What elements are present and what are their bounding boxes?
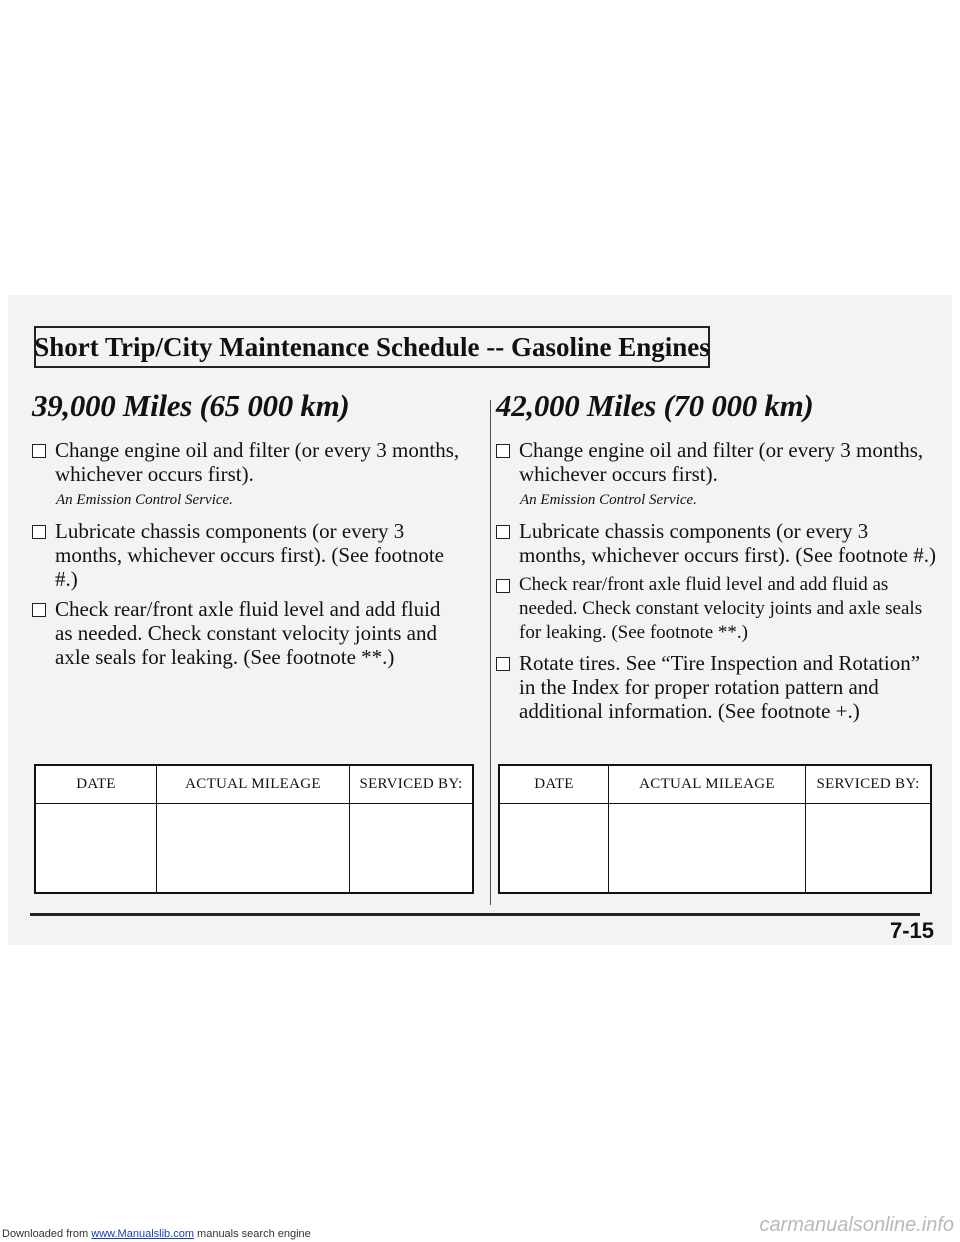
task-item [496, 438, 936, 486]
table-row [35, 804, 473, 894]
service-log-table [34, 764, 474, 894]
schedule-title: Short Trip/City Maintenance Schedule -- Gasoline Engines [34, 331, 710, 362]
task-item [32, 519, 462, 591]
footer-rule [30, 913, 920, 916]
mileage-cell[interactable] [609, 804, 806, 894]
footer-suffix: manuals search engine [193, 1228, 311, 1240]
manualslib-link[interactable]: www.Manualslib.com [91, 1228, 194, 1240]
checkbox-icon[interactable] [496, 525, 510, 539]
serviced-by-header: SERVICED BY: [350, 765, 474, 804]
page-number: 7-15 [889, 918, 934, 943]
task-text: Check rear/front axle fluid level and add fluid as needed. Check constant velocity joints and axle seals for leaking. (See footnote **.) [55, 597, 441, 669]
task-text: Lubricate chassis components (or every 3 months, whichever occurs first). (See footnote #.) [55, 519, 444, 591]
interval-heading: 39,000 Miles (65 000 km) [32, 388, 350, 423]
schedule-title-box [34, 326, 710, 368]
table-header-row [499, 765, 931, 804]
checkbox-icon[interactable] [32, 525, 46, 539]
checkbox-icon[interactable] [496, 657, 510, 671]
service-log-table [498, 764, 932, 894]
task-item [32, 438, 462, 486]
table-header-row [35, 765, 473, 804]
mileage-header: ACTUAL MILEAGE [157, 765, 350, 804]
task-text: Rotate tires. See “Tire Inspection and Rotation” in the Index for proper rotation pattern and additional information. (See footnote +.) [519, 651, 921, 723]
task-item [32, 597, 462, 669]
column-divider [490, 400, 491, 905]
task-item [496, 519, 936, 567]
task-text: Check rear/front axle fluid level and add fluid as needed. Check constant velocity joints and axle seals for leaking. (See footnote **.) [519, 574, 923, 643]
task-text: Lubricate chassis components (or every 3 months, whichever occurs first). (See footnote #.) [519, 519, 936, 567]
checkbox-icon[interactable] [32, 603, 46, 617]
task-item [496, 573, 936, 645]
date-cell[interactable] [499, 804, 609, 894]
interval-42000-section [496, 388, 936, 729]
table-row [499, 804, 931, 894]
serviced-by-header: SERVICED BY: [806, 765, 932, 804]
task-text: Change engine oil and filter (or every 3 months, whichever occurs first). [519, 438, 924, 486]
mileage-cell[interactable] [157, 804, 350, 894]
checkbox-icon[interactable] [496, 444, 510, 458]
date-header: DATE [499, 765, 609, 804]
checkbox-icon[interactable] [32, 444, 46, 458]
serviced-by-cell[interactable] [806, 804, 932, 894]
emission-note: An Emission Control Service. [520, 492, 697, 508]
date-cell[interactable] [35, 804, 157, 894]
checkbox-icon[interactable] [496, 579, 510, 593]
serviced-by-cell[interactable] [350, 804, 474, 894]
watermark: carmanualsonline.info [759, 1214, 954, 1236]
download-footer [2, 1228, 311, 1240]
emission-note: An Emission Control Service. [56, 492, 233, 508]
mileage-header: ACTUAL MILEAGE [609, 765, 806, 804]
interval-heading: 42,000 Miles (70 000 km) [496, 388, 814, 423]
task-item [496, 651, 936, 723]
task-text: Change engine oil and filter (or every 3 months, whichever occurs first). [55, 438, 460, 486]
date-header: DATE [35, 765, 157, 804]
interval-39000-section [32, 388, 462, 675]
footer-prefix: Downloaded from [2, 1228, 92, 1240]
